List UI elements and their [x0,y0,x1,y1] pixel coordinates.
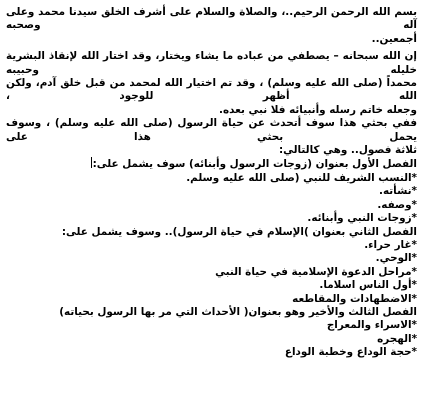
chapter-1-item-2: *نشأته. [379,185,417,198]
chapter-1-item-1: *النسب الشريف للنبي (صلى الله عليه وسلم. [186,171,417,184]
chapter-3-item-1: *الاسراء والمعراج [326,319,417,332]
doc-line-5: وجعله خاتم رسله وأنبيائه فلا نبي بعده. [219,103,417,116]
chapter-1-item-4: *زوجات النبي وأبنائه. [307,212,417,225]
chapter-3-item-3: *حجة الوداع وخطبة الوداع [284,346,417,359]
chapter-1-item-3: *وصفه. [377,198,417,211]
doc-line-7: ثلاثة فصول.. وهي كالتالي: [278,144,417,157]
doc-line-1: بسم الله الرحمن الرحيم..، والصلاة والسلام على أشرف الخلق سيدنا محمد وعلى آله وصحبه [6,6,417,32]
doc-line-4: محمداً (صلى الله عليه وسلم) ، وقد تم اختيار الله لمحمد من قبل خلق آدم، ولكن الله أظهر للوجود ، [6,77,417,103]
chapter-3-item-2: *الهجره [377,332,417,345]
chapter-2-item-5: *الاضطهادات والمقاطعه [292,292,417,305]
chapter-2-item-3: *مراحل الدعوة الإسلامية في حياة النبي [215,265,417,278]
chapter-2-item-1: *غار حراء. [364,238,417,251]
chapter-2-item-4: *أول الناس اسلاما. [319,279,417,292]
chapter-1-heading [6,157,417,171]
chapter-1-heading-text: الفصل الأول بعنوان (زوجات الرسول وأبنائه) سوف يشمل على: [92,158,417,171]
doc-line-6: ففي بحثي هذا سوف أتحدث عن حياة الرسول (صلى الله عليه وسلم) ، وسوف يحمل بحثي هذا على [6,117,417,143]
chapter-3-heading: الفصل الثالث والأخير وهو بعنوان( الأحداث التي مر بها الرسول بحياته) [59,305,417,318]
chapter-2-heading: الفصل الثاني بعنوان )الإسلام في حياة الرسول).. وسوف يشمل على: [61,225,417,238]
chapter-2-item-2: *الوحي. [375,252,417,265]
doc-line-2: أجمعين.. [371,32,417,45]
doc-line-3: إن الله سبحانه – يصطفي من عباده ما يشاء ويختار، وقد اختار الله لإنقاذ البشرية خليله وحبيبه [6,50,417,76]
text-cursor [91,157,92,168]
